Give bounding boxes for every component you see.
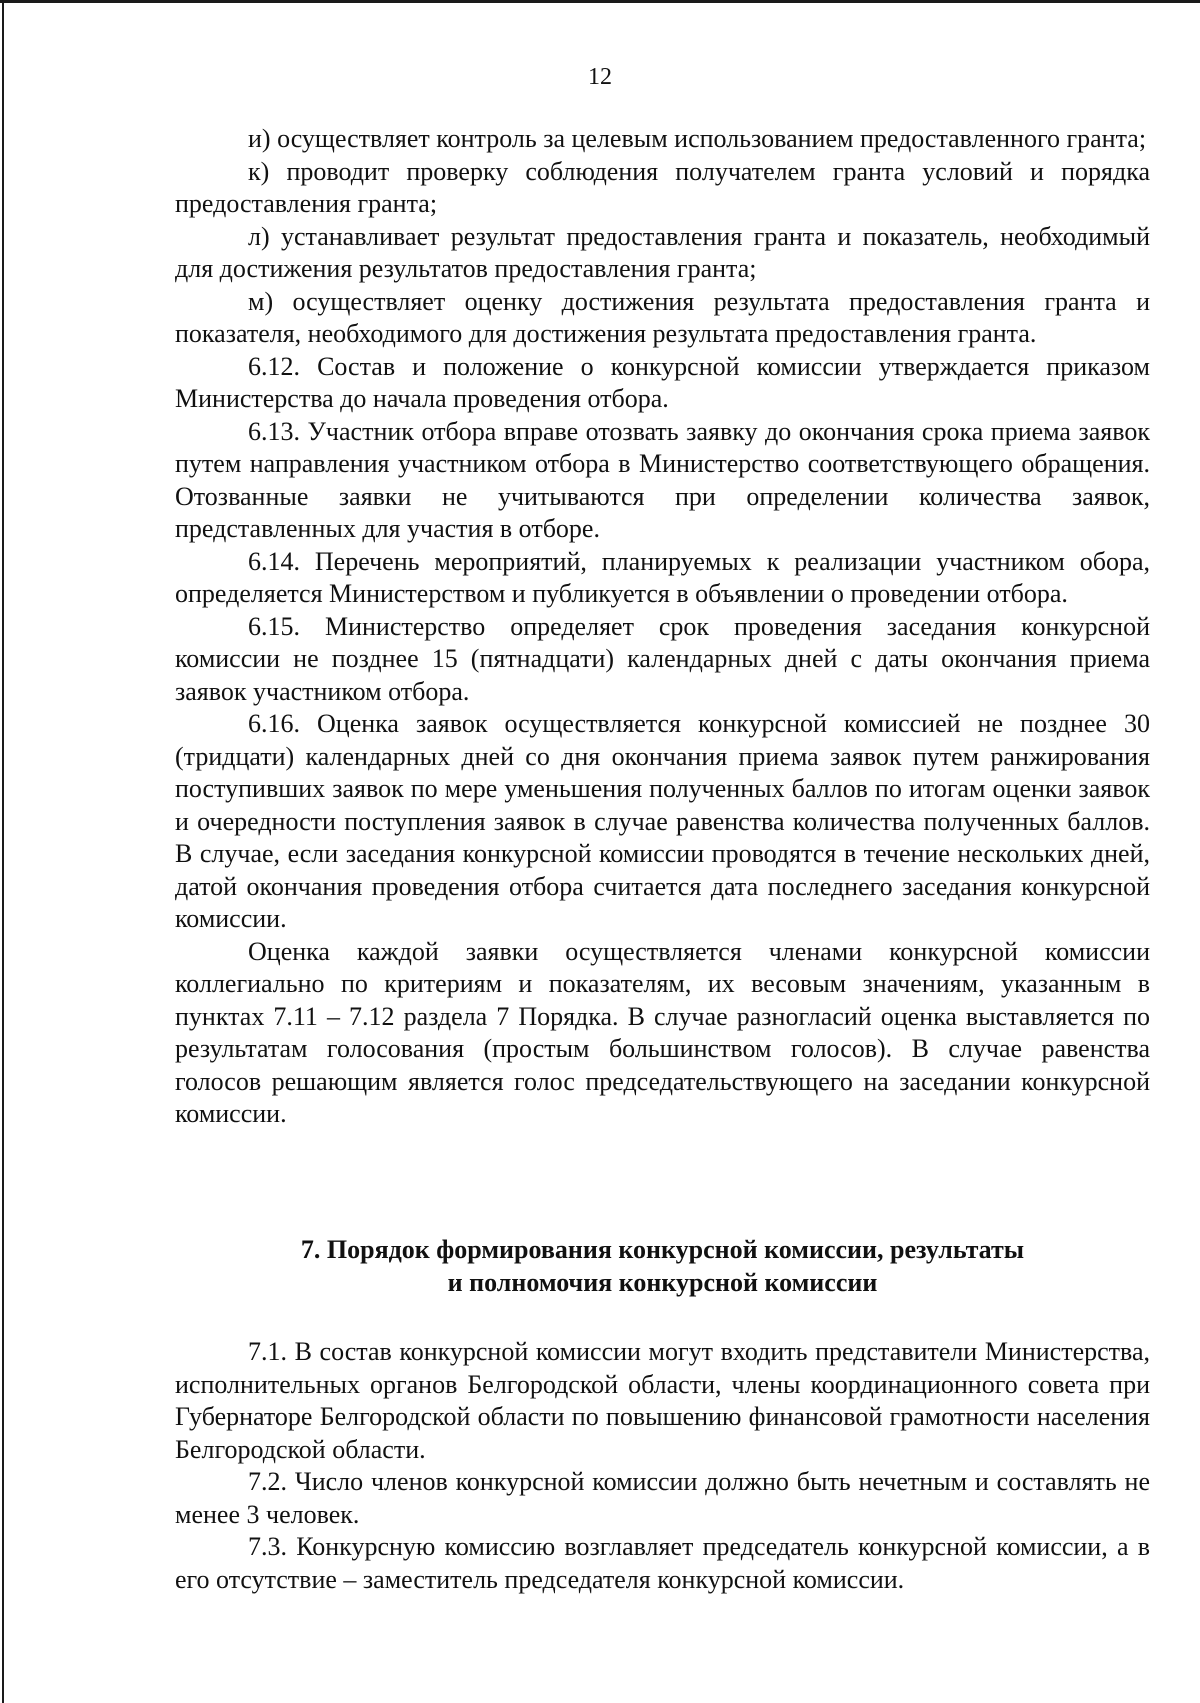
paragraph-i: и) осуществляет контроль за целевым использованием предоставленного гранта; (248, 124, 1147, 153)
section-7-heading (175, 1234, 1150, 1299)
section-7-heading-line-1: 7. Порядок формирования конкурсной комиссии, результаты (300, 1235, 1025, 1264)
scan-edge-top (0, 0, 1200, 3)
paragraph-6-16-evaluation: Оценка каждой заявки осуществляется членами конкурсной комиссии коллегиально по критериям и показателям, их весовым значениям, указанным в пунктах 7.11 – 7.12 раздела 7 Порядка. В случае разногласий оценка выставляется по результатам голосования (простым большинством голосов). В случае равенства голосов решающим является голос председательствующего на заседании конкурсной комиссии. (175, 936, 1150, 1128)
page-number: 12 (588, 64, 612, 90)
paragraph-6-16: 6.16. Оценка заявок осуществляется конкурсной комиссией не позднее 30 (тридцати) календарных дней со дня окончания приема заявок путем ранжирования поступивших заявок по мере уменьшения полученных баллов по итогам оценки заявок и очередности поступления заявок в случае равенства количества полученных баллов. В случае, если заседания конкурсной комиссии проводятся в течение нескольких дней, датой окончания проведения отбора считается дата последнего заседания конкурсной комиссии. (175, 709, 1150, 933)
paragraph-7-2: 7.2. Число членов конкурсной комиссии должно быть нечетным и составлять не менее 3 человек. (175, 1467, 1150, 1529)
paragraph-6-15: 6.15. Министерство определяет срок проведения заседания конкурсной комиссии не позднее 15 (пятнадцати) календарных дней с даты окончания приема заявок участником отбора. (175, 611, 1150, 706)
scan-edge-left (2, 0, 4, 1703)
body-text (175, 123, 1150, 1131)
paragraph-6-13: 6.13. Участник отбора вправе отозвать заявку до окончания срока приема заявок путем направления участником отбора в Министерство соответствующего обращения. Отозванные заявки не учитываются при определении количества заявок, представленных для участия в отборе. (175, 416, 1150, 543)
paragraph-l: л) устанавливает результат предоставления гранта и показатель, необходимый для достижения результатов предоставления гранта; (175, 221, 1150, 283)
section-7-body (175, 1336, 1150, 1596)
paragraph-7-3: 7.3. Конкурсную комиссию возглавляет председатель конкурсной комиссии, а в его отсутствие – заместитель председателя конкурсной комиссии. (175, 1532, 1150, 1594)
paragraph-7-1: 7.1. В состав конкурсной комиссии могут входить представители Министерства, исполнительных органов Белгородской области, члены координационного совета при Губернаторе Белгородской области по повышению финансовой грамотности населения Белгородской области. (175, 1337, 1150, 1464)
paragraph-6-14: 6.14. Перечень мероприятий, планируемых к реализации участником обора, определяется Министерством и публикуется в объявлении о проведении отбора. (175, 546, 1150, 608)
paragraph-k: к) проводит проверку соблюдения получателем гранта условий и порядка предоставления гранта; (175, 156, 1150, 218)
paragraph-6-12: 6.12. Состав и положение о конкурсной комиссии утверждается приказом Министерства до начала проведения отбора. (175, 351, 1150, 413)
section-7-heading-line-2: и полномочия конкурсной комиссии (447, 1267, 878, 1297)
paragraph-m: м) осуществляет оценку достижения результата предоставления гранта и показателя, необходимого для достижения результата предоставления гранта. (175, 286, 1150, 348)
